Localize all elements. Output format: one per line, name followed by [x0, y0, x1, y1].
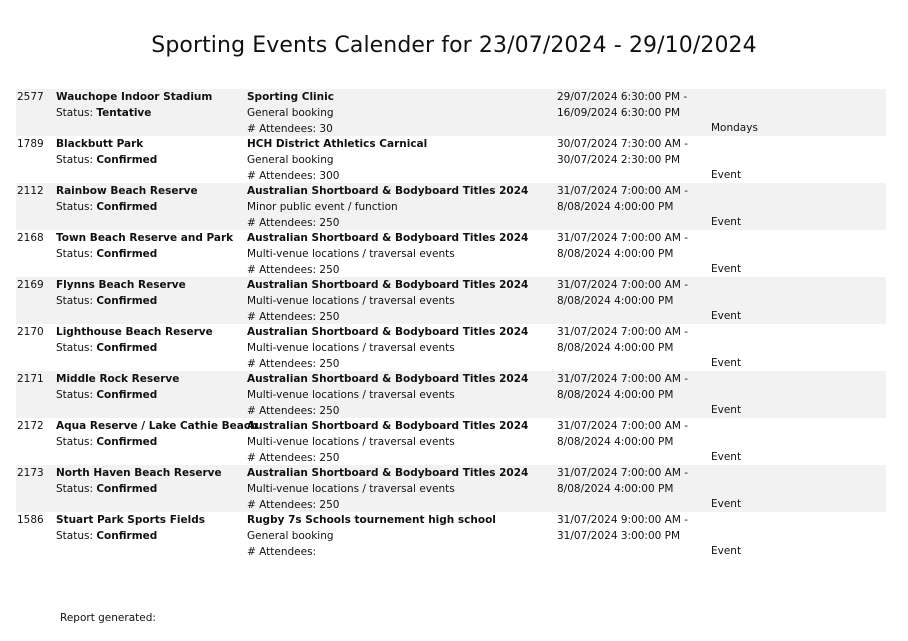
status-label: Status:: [56, 436, 93, 448]
time-cell: [557, 89, 707, 121]
event-id: [17, 324, 44, 340]
status-label: Status:: [56, 107, 93, 119]
event-category: General booking: [247, 154, 334, 166]
time-cell: [557, 136, 707, 168]
recurrence: Event: [711, 263, 742, 275]
status-label: Status:: [56, 248, 93, 260]
venue-name: Rainbow Beach Reserve: [56, 185, 198, 197]
event-name: Australian Shortboard & Bodyboard Titles 2024: [247, 326, 529, 338]
venue-name: Town Beach Reserve and Park: [56, 232, 234, 244]
venue-cell: [56, 230, 244, 262]
recurrence: Event: [711, 451, 742, 463]
end-time: 8/08/2024 4:00:00 PM: [557, 436, 674, 448]
status-value: Confirmed: [96, 154, 158, 166]
event-category: Multi-venue locations / traversal events: [247, 436, 455, 448]
event-row: [16, 512, 886, 559]
start-time: 29/07/2024 6:30:00 PM -: [557, 91, 688, 103]
event-cell: [247, 512, 567, 560]
event-row: [16, 418, 886, 465]
event-cell: [247, 183, 567, 231]
event-cell: [247, 230, 567, 278]
start-time: 31/07/2024 7:00:00 AM -: [557, 467, 689, 479]
event-row: [16, 277, 886, 324]
status-value: Confirmed: [96, 201, 158, 213]
event-cell: [247, 89, 567, 137]
event-attendees: # Attendees: 250: [247, 217, 340, 229]
event-name: Australian Shortboard & Bodyboard Titles 2024: [247, 185, 529, 197]
status-line: [56, 387, 244, 403]
status-value: Tentative: [96, 107, 152, 119]
event-cell: [247, 324, 567, 372]
event-cell: [247, 465, 567, 513]
venue-name: Aqua Reserve / Lake Cathie Beach: [56, 420, 258, 432]
time-cell: [557, 371, 707, 403]
event-row: [16, 183, 886, 230]
venue-cell: [56, 371, 244, 403]
recurrence: Event: [711, 404, 742, 416]
status-label: Status:: [56, 342, 93, 354]
end-time: 8/08/2024 4:00:00 PM: [557, 342, 674, 354]
status-label: Status:: [56, 530, 93, 542]
start-time: 31/07/2024 7:00:00 AM -: [557, 420, 689, 432]
status-value: Confirmed: [96, 483, 158, 495]
time-cell: [557, 277, 707, 309]
event-name: Australian Shortboard & Bodyboard Titles 2024: [247, 232, 529, 244]
status-line: [56, 246, 244, 262]
status-label: Status:: [56, 295, 93, 307]
event-id: [17, 230, 44, 246]
venue-cell: [56, 183, 244, 215]
event-row: [16, 89, 886, 136]
status-line: [56, 293, 244, 309]
recurrence: Event: [711, 310, 742, 322]
event-row: [16, 136, 886, 183]
event-id-text: 2170: [17, 326, 44, 338]
status-label: Status:: [56, 389, 93, 401]
event-category: General booking: [247, 530, 334, 542]
status-value: Confirmed: [96, 530, 158, 542]
venue-name: Stuart Park Sports Fields: [56, 514, 205, 526]
event-name: Australian Shortboard & Bodyboard Titles 2024: [247, 279, 529, 291]
event-row: [16, 324, 886, 371]
event-cell: [247, 136, 567, 184]
event-id: [17, 277, 44, 293]
event-category: Multi-venue locations / traversal events: [247, 483, 455, 495]
recurrence: Event: [711, 545, 742, 557]
event-id-text: 2169: [17, 279, 44, 291]
time-cell: [557, 418, 707, 450]
event-category: Multi-venue locations / traversal events: [247, 342, 455, 354]
time-cell: [557, 183, 707, 215]
event-name: Sporting Clinic: [247, 91, 334, 103]
time-cell: [557, 230, 707, 262]
event-id: [17, 512, 44, 528]
report-generated-label: Report generated:: [60, 612, 156, 624]
end-time: 8/08/2024 4:00:00 PM: [557, 201, 674, 213]
start-time: 31/07/2024 7:00:00 AM -: [557, 279, 689, 291]
event-attendees: # Attendees: 250: [247, 311, 340, 323]
event-cell: [247, 418, 567, 466]
venue-name: Middle Rock Reserve: [56, 373, 180, 385]
venue-cell: [56, 324, 244, 356]
start-time: 31/07/2024 7:00:00 AM -: [557, 185, 689, 197]
event-name: HCH District Athletics Carnical: [247, 138, 428, 150]
event-attendees: # Attendees: 250: [247, 452, 340, 464]
event-attendees: # Attendees: 250: [247, 499, 340, 511]
event-id-text: 2112: [17, 185, 44, 197]
status-label: Status:: [56, 154, 93, 166]
event-cell: [247, 371, 567, 419]
event-id-text: 2171: [17, 373, 44, 385]
venue-name: Wauchope Indoor Stadium: [56, 91, 213, 103]
event-attendees: # Attendees: 300: [247, 170, 340, 182]
event-id-text: 1789: [17, 138, 44, 150]
end-time: 8/08/2024 4:00:00 PM: [557, 389, 674, 401]
event-id: [17, 136, 44, 152]
venue-cell: [56, 136, 244, 168]
event-attendees: # Attendees: 250: [247, 405, 340, 417]
events-table: [16, 89, 886, 559]
start-time: 31/07/2024 9:00:00 AM -: [557, 514, 689, 526]
event-name: Australian Shortboard & Bodyboard Titles 2024: [247, 467, 529, 479]
event-attendees: # Attendees: 250: [247, 264, 340, 276]
event-cell: [247, 277, 567, 325]
event-id: [17, 465, 44, 481]
event-category: Multi-venue locations / traversal events: [247, 389, 455, 401]
event-attendees: # Attendees: 30: [247, 123, 333, 135]
event-id: [17, 183, 44, 199]
time-cell: [557, 512, 707, 544]
status-line: [56, 105, 244, 121]
venue-name: Lighthouse Beach Reserve: [56, 326, 213, 338]
event-id: [17, 89, 44, 105]
end-time: 16/09/2024 6:30:00 PM: [557, 107, 681, 119]
venue-name: Flynns Beach Reserve: [56, 279, 186, 291]
start-time: 31/07/2024 7:00:00 AM -: [557, 373, 689, 385]
recurrence: Mondays: [711, 122, 758, 134]
status-line: [56, 434, 244, 450]
event-category: General booking: [247, 107, 334, 119]
recurrence: Event: [711, 357, 742, 369]
event-name: Australian Shortboard & Bodyboard Titles 2024: [247, 373, 529, 385]
status-label: Status:: [56, 201, 93, 213]
event-attendees: # Attendees:: [247, 546, 317, 558]
end-time: 31/07/2024 3:00:00 PM: [557, 530, 681, 542]
event-attendees: # Attendees: 250: [247, 358, 340, 370]
event-id-text: 2168: [17, 232, 44, 244]
event-id-text: 2173: [17, 467, 44, 479]
status-value: Confirmed: [96, 248, 158, 260]
venue-name: Blackbutt Park: [56, 138, 144, 150]
time-cell: [557, 324, 707, 356]
venue-cell: [56, 512, 244, 544]
recurrence: Event: [711, 498, 742, 510]
end-time: 8/08/2024 4:00:00 PM: [557, 483, 674, 495]
status-line: [56, 528, 244, 544]
status-value: Confirmed: [96, 342, 158, 354]
status-label: Status:: [56, 483, 93, 495]
event-name: Rugby 7s Schools tournement high school: [247, 514, 496, 526]
status-line: [56, 199, 244, 215]
venue-cell: [56, 89, 244, 121]
venue-cell: [56, 277, 244, 309]
event-id-text: 2172: [17, 420, 44, 432]
status-line: [56, 152, 244, 168]
venue-cell: [56, 465, 244, 497]
venue-cell: [56, 418, 258, 450]
event-id-text: 1586: [17, 514, 44, 526]
start-time: 31/07/2024 7:00:00 AM -: [557, 326, 689, 338]
recurrence: Event: [711, 169, 742, 181]
end-time: 8/08/2024 4:00:00 PM: [557, 295, 674, 307]
event-category: Multi-venue locations / traversal events: [247, 295, 455, 307]
recurrence: Event: [711, 216, 742, 228]
status-line: [56, 481, 244, 497]
status-value: Confirmed: [96, 389, 158, 401]
time-cell: [557, 465, 707, 497]
event-id-text: 2577: [17, 91, 44, 103]
status-value: Confirmed: [96, 295, 158, 307]
status-value: Confirmed: [96, 436, 158, 448]
event-id: [17, 418, 44, 434]
event-row: [16, 465, 886, 512]
event-row: [16, 230, 886, 277]
end-time: 8/08/2024 4:00:00 PM: [557, 248, 674, 260]
venue-name: North Haven Beach Reserve: [56, 467, 222, 479]
event-id: [17, 371, 44, 387]
start-time: 31/07/2024 7:00:00 AM -: [557, 232, 689, 244]
event-name: Australian Shortboard & Bodyboard Titles 2024: [247, 420, 529, 432]
event-category: Multi-venue locations / traversal events: [247, 248, 455, 260]
event-category: Minor public event / function: [247, 201, 398, 213]
event-row: [16, 371, 886, 418]
end-time: 30/07/2024 2:30:00 PM: [557, 154, 681, 166]
start-time: 30/07/2024 7:30:00 AM -: [557, 138, 689, 150]
page-title: Sporting Events Calender for 23/07/2024 - 29/10/2024: [151, 33, 757, 58]
status-line: [56, 340, 244, 356]
